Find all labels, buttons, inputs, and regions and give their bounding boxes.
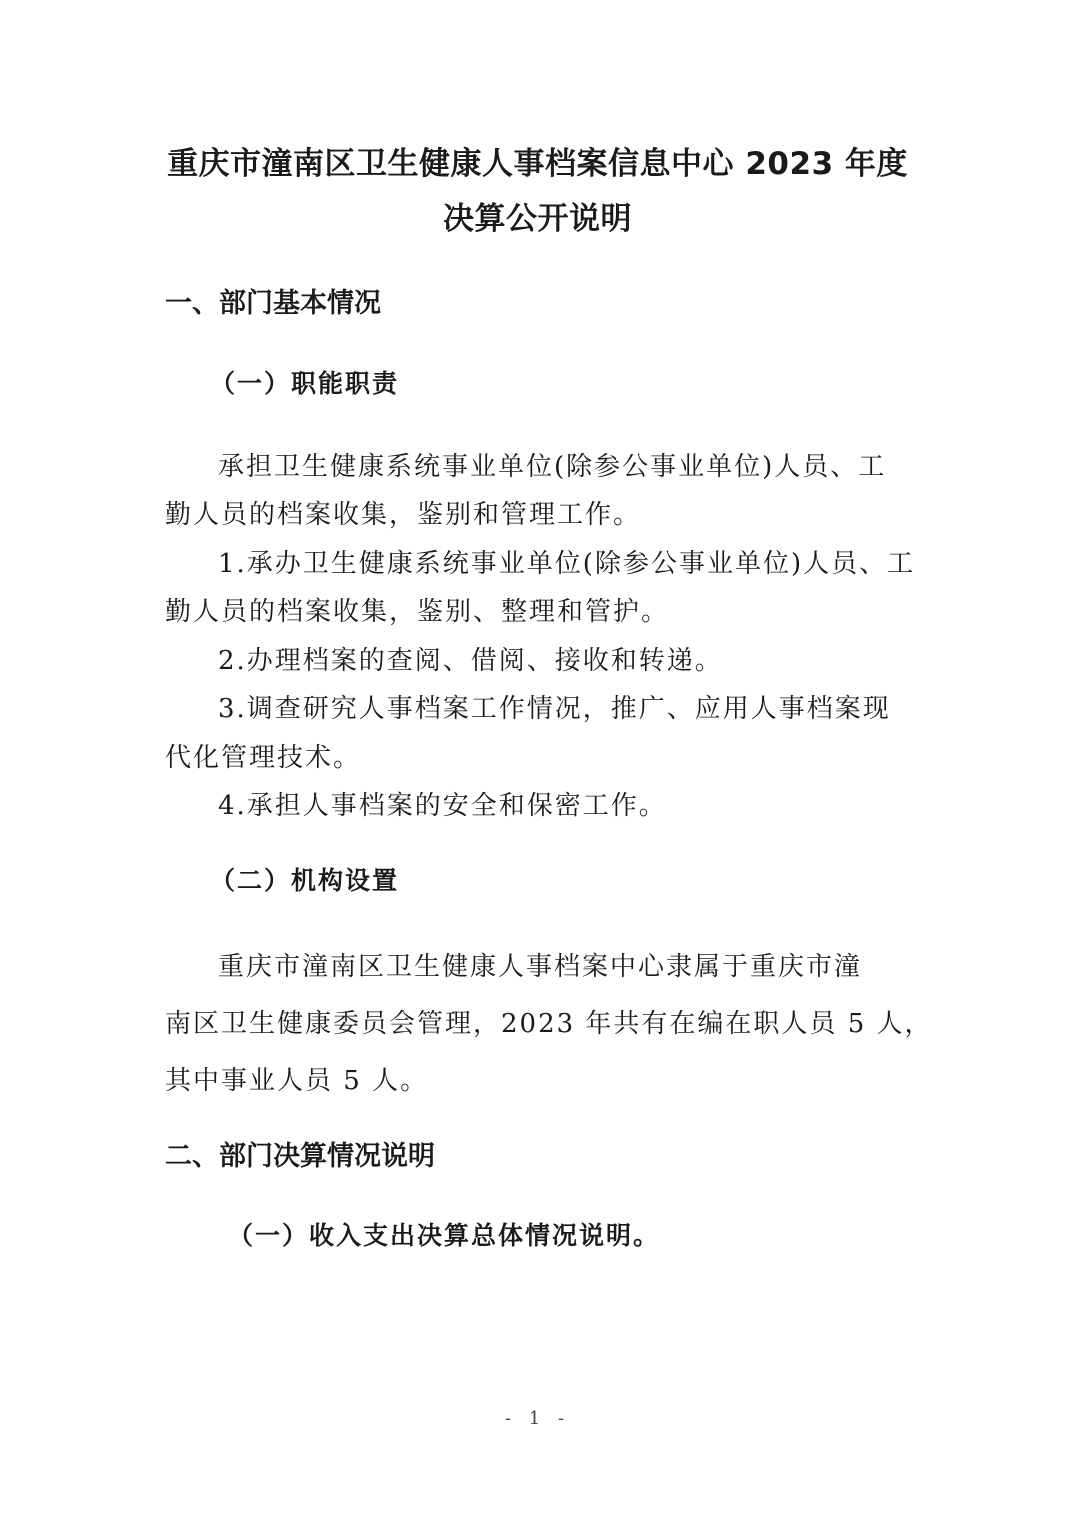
paragraph-line: 2.办理档案的查阅、借阅、接收和转递。 <box>218 646 723 676</box>
paragraph-line: 承担卫生健康系统事业单位(除参公事业单位)人员、工 <box>218 452 887 482</box>
subsection-heading-duties: （一）职能职责 <box>210 369 400 398</box>
paragraph-line: 1.承办卫生健康系统事业单位(除参公事业单位)人员、工 <box>218 549 916 579</box>
paragraph-line: 勤人员的档案收集，鉴别、整理和管护。 <box>165 597 670 627</box>
paragraph-line: 其中事业人员 5 人。 <box>165 1066 429 1096</box>
document-title-line-2: 决算公开说明 <box>443 201 632 237</box>
paragraph-line: 重庆市潼南区卫生健康人事档案中心隶属于重庆市潼 <box>218 952 863 982</box>
paragraph-line: 南区卫生健康委员会管理，2023 年共有在编在职人员 5 人， <box>165 1009 933 1039</box>
paragraph-line: 3.调查研究人事档案工作情况，推广、应用人事档案现 <box>218 694 891 724</box>
paragraph-line: 代化管理技术。 <box>165 743 362 773</box>
subsection-heading-income-expense: （一）收入支出决算总体情况说明。 <box>228 1221 661 1250</box>
subsection-heading-organization: （二）机构设置 <box>210 866 400 895</box>
paragraph-line: 勤人员的档案收集，鉴别和管理工作。 <box>165 500 642 530</box>
page-number: - 1 - <box>504 1408 571 1429</box>
section-heading-basic-info: 一、部门基本情况 <box>165 288 381 319</box>
document-title-line-1: 重庆市潼南区卫生健康人事档案信息中心 2023 年度 <box>167 146 908 182</box>
section-heading-final-accounts: 二、部门决算情况说明 <box>165 1141 435 1172</box>
paragraph-line: 4.承担人事档案的安全和保密工作。 <box>218 791 667 821</box>
